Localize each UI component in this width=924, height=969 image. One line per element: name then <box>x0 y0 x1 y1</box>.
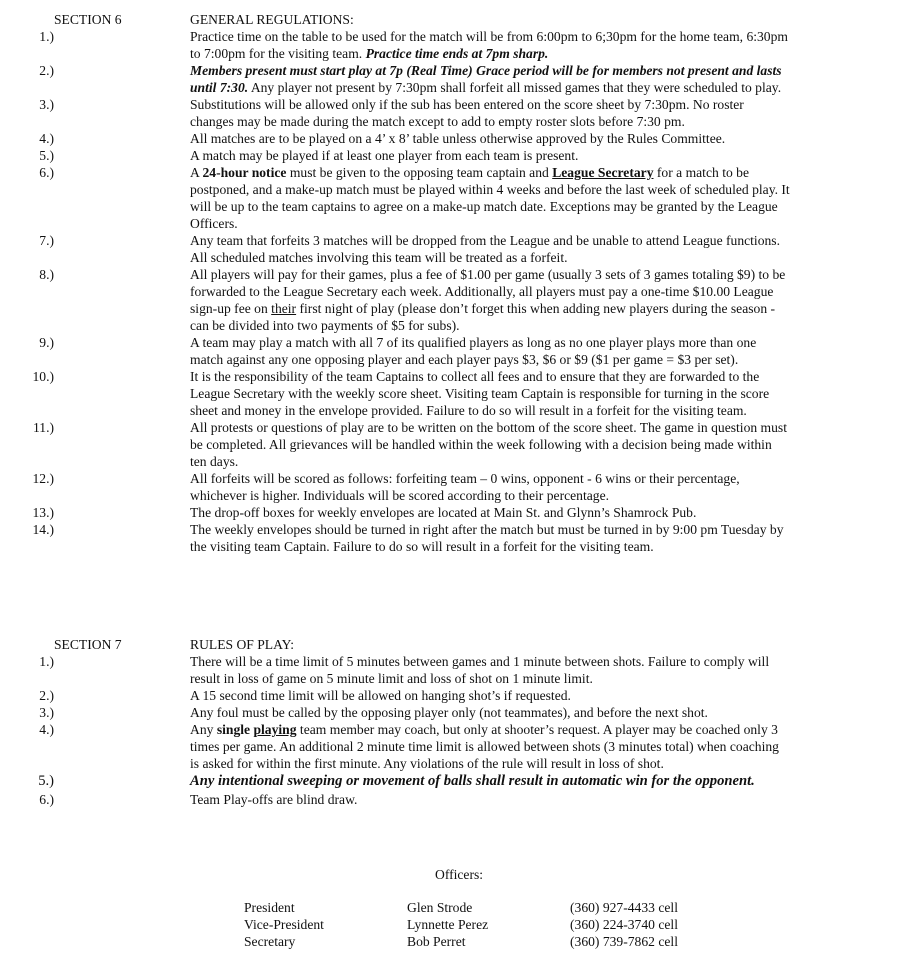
officers-table <box>0 899 924 950</box>
item-number: 9.) <box>39 335 54 350</box>
item-number: 10.) <box>32 369 54 384</box>
list-item <box>0 772 790 791</box>
officer-row <box>0 933 924 950</box>
officer-phone: (360) 927-4433 cell <box>570 900 678 915</box>
item-text-run: There will be a time limit of 5 minutes between games and 1 minute between shots. Failure to comply will result in loss of game on 5 minute limit and loss of shot on 1 minute limit. <box>190 654 770 686</box>
item-text <box>190 96 790 130</box>
list-item <box>0 653 790 687</box>
item-text-run: Any team that forfeits 3 matches will be dropped from the League and be unable to attend League functions. All scheduled matches involving this team will be treated as a forfeit. <box>190 233 780 265</box>
list-item <box>0 28 790 62</box>
item-text-run: Practice time ends at 7pm sharp. <box>365 46 549 61</box>
item-number: 1.) <box>39 654 54 669</box>
item-text-run: League Secretary <box>552 165 654 180</box>
section-title: GENERAL REGULATIONS: <box>190 12 354 27</box>
officer-phone: (360) 739-7862 cell <box>570 934 678 949</box>
list-item <box>0 521 790 555</box>
list-item <box>0 266 790 334</box>
item-number: 3.) <box>39 97 54 112</box>
officers-heading: Officers: <box>435 867 484 882</box>
item-text-run: Any <box>190 722 217 737</box>
item-number: 12.) <box>32 471 54 486</box>
list-item <box>0 96 790 130</box>
list-item <box>0 470 790 504</box>
item-text-run: Substitutions will be allowed only if the sub has been entered on the score sheet by 7:30pm. No roster changes may be made during the match except to add to empty roster slots before 7:30 pm. <box>190 97 744 129</box>
item-number: 5.) <box>39 148 54 163</box>
item-number: 2.) <box>39 688 54 703</box>
item-number: 5.) <box>38 773 54 789</box>
item-text-run: A team may play a match with all 7 of its qualified players as long as no one player plays more than one match against any one opposing player and each player pays $3, $6 or $9 ($1 per game = $3 per set). <box>190 335 757 367</box>
item-text-run: A <box>190 165 203 180</box>
item-number: 6.) <box>39 165 54 180</box>
list-item <box>0 368 790 419</box>
item-text <box>190 470 790 504</box>
rules-list <box>0 653 924 808</box>
officer-row <box>0 899 924 916</box>
item-text <box>190 791 790 808</box>
item-text-run: first night of play (please don’t forget this when adding new players during the season - can be divided into two payments of $5 for subs). <box>190 301 776 333</box>
list-item <box>0 687 790 704</box>
item-text-run: Team Play-offs are blind draw. <box>190 792 358 807</box>
item-text-run: All players will pay for their games, plus a fee of $1.00 per game (usually 3 sets of 3 games totaling $9) to be forwarded to the League Secretary each week. Additionally, all players must pay a one-time $10.00 League sign-up fee on <box>190 267 786 316</box>
item-text-run: The drop-off boxes for weekly envelopes are located at Main St. and Glynn’s Shamrock Pub. <box>190 505 697 520</box>
item-text-run: team member may coach, but only at shooter’s request. A player may be coached only 3 times per game. An additional 2 minute time limit is allowed between shots (3 minutes total) when coaching is asked for within the first minute. Any violations of the rule will result in loss of shot. <box>190 722 779 771</box>
list-item <box>0 147 790 164</box>
item-text <box>190 147 790 164</box>
item-text-run: their <box>271 301 297 316</box>
item-text <box>190 504 790 521</box>
item-text <box>190 28 790 62</box>
list-item <box>0 164 790 232</box>
item-number: 4.) <box>39 722 54 737</box>
officer-role: Secretary <box>244 934 296 949</box>
item-text <box>190 419 790 470</box>
item-number: 3.) <box>39 705 54 720</box>
officer-name: Bob Perret <box>407 934 466 949</box>
item-text-run: Any foul must be called by the opposing player only (not teammates), and before the next shot. <box>190 705 708 720</box>
item-text-run: All forfeits will be scored as follows: forfeiting team – 0 wins, opponent - 6 wins or their percentage, whichever is higher. Individuals will be scored according to their percentage. <box>190 471 740 503</box>
item-text <box>190 266 790 334</box>
regulations-list <box>0 28 924 555</box>
list-item <box>0 419 790 470</box>
officer-name: Lynnette Perez <box>407 917 489 932</box>
item-text <box>190 334 790 368</box>
item-text <box>190 130 790 147</box>
item-text-run: for a match to be postponed, and a make-up match must be played within 4 weeks and before the last week of scheduled play. It will be up to the team captains to agree on a make-up match date. Exceptions may be granted by the League Officers. <box>190 165 790 231</box>
item-text <box>190 521 790 555</box>
officer-name: Glen Strode <box>407 900 473 915</box>
list-item <box>0 232 790 266</box>
item-text <box>190 704 790 721</box>
item-number: 8.) <box>39 267 54 282</box>
item-number: 13.) <box>32 505 54 520</box>
item-number: 2.) <box>39 63 54 78</box>
item-text-run: single <box>216 722 251 737</box>
list-item <box>0 334 790 368</box>
item-text <box>190 164 790 232</box>
item-text-run: A match may be played if at least one player from each team is present. <box>190 148 579 163</box>
item-text <box>190 772 790 791</box>
item-text <box>190 368 790 419</box>
list-item <box>0 704 790 721</box>
item-number: 4.) <box>39 131 54 146</box>
section-label: SECTION 6 <box>54 12 122 27</box>
item-number: 14.) <box>32 522 54 537</box>
item-text-run: All matches are to be played on a 4’ x 8’ table unless otherwise approved by the Rules Committee. <box>190 131 726 146</box>
list-item <box>0 504 790 521</box>
officer-phone: (360) 224-3740 cell <box>570 917 678 932</box>
item-text-run: The weekly envelopes should be turned in right after the match but must be turned in by 9:00 pm Tuesday by the visiting team Captain. Failure to do so will result in a forfeit for the visiting team. <box>190 522 784 554</box>
item-text <box>190 653 790 687</box>
item-text <box>190 62 790 96</box>
item-number: 6.) <box>39 792 54 807</box>
item-text-run: A 15 second time limit will be allowed on hanging shot’s if requested. <box>190 688 571 703</box>
item-text-run: must be given to the opposing team captain and <box>286 165 553 180</box>
item-text <box>190 232 790 266</box>
list-item <box>0 721 790 772</box>
list-item <box>0 791 790 808</box>
section-label: SECTION 7 <box>54 637 122 652</box>
item-number: 11.) <box>32 420 54 435</box>
item-text-run: Any intentional sweeping or movement of balls shall result in automatic win for the opponent. <box>190 773 755 789</box>
item-text-run: Members present must start play at 7p (Real Time) Grace period will be for members not present and lasts until 7:30. <box>190 63 782 95</box>
item-number: 7.) <box>39 233 54 248</box>
item-text-run: All protests or questions of play are to be written on the bottom of the score sheet. The game in question must be completed. All grievances will be handled within the week following with a decision being made within ten days. <box>190 420 787 469</box>
item-text-run: Any player not present by 7:30pm shall forfeit all missed games that they were scheduled to play. <box>248 80 782 95</box>
list-item <box>0 130 790 147</box>
officer-role: President <box>244 900 295 915</box>
item-text-run: Practice time on the table to be used for the match will be from 6:00pm to 6;30pm for the home team, 6:30pm to 7:00pm for the visiting team. <box>190 29 788 61</box>
item-text-run: playing <box>253 722 297 737</box>
item-text-run: It is the responsibility of the team Captains to collect all fees and to ensure that they are forwarded to the League Secretary with the weekly score sheet. Visiting team Captain is responsible for turning in the score sheet and money in the envelope provided. Failure to do so will result in a forfeit for the visiting team. <box>190 369 770 418</box>
item-text <box>190 721 790 772</box>
item-number: 1.) <box>39 29 54 44</box>
item-text <box>190 687 790 704</box>
item-text-run: 24-hour notice <box>202 165 287 180</box>
section-title: RULES OF PLAY: <box>190 637 295 652</box>
officer-row <box>0 916 924 933</box>
officer-role: Vice-President <box>244 917 324 932</box>
list-item <box>0 62 790 96</box>
